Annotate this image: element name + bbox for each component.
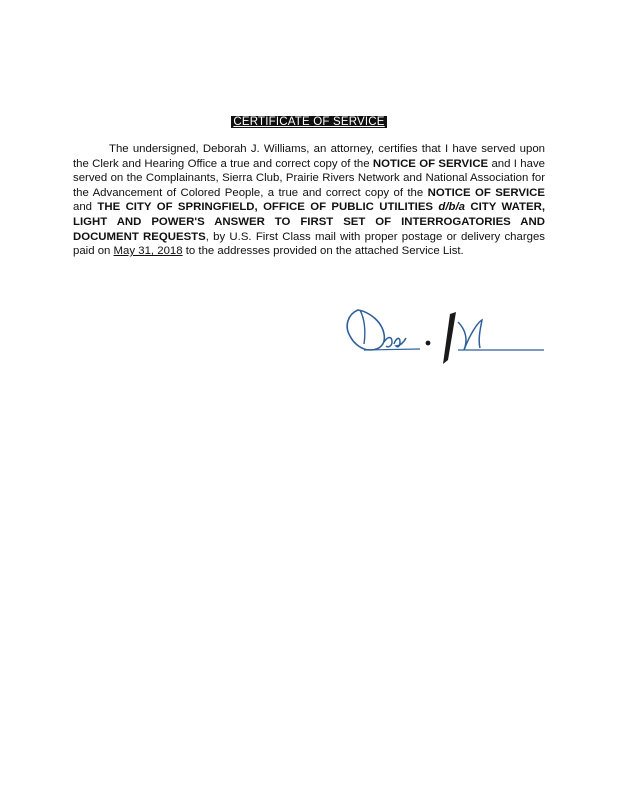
paragraph-bold-city-name: THE CITY OF SPRINGFIELD, OFFICE OF PUBLIC UTILITIES [97, 201, 439, 214]
paragraph-text-1: The undersigned, Deborah J. Williams, an attorney, certifies that I have served upon the Clerk and Hearing Office a true and correct copy of the [73, 143, 545, 170]
title-text: CERTIFICATE OF SERVICE [233, 116, 385, 128]
paragraph-bold-answer-title: CITY WATER, LIGHT AND POWER'S ANSWER TO FIRST SET OF INTERROGATORIES AND DOCUMENT REQUESTS [73, 201, 545, 243]
signature-stroke-flourish [458, 320, 482, 350]
paragraph-service-date: May 31, 2018 [113, 245, 183, 258]
paragraph-bold-notice-2: NOTICE OF SERVICE [427, 186, 545, 199]
paragraph-text-2: and I have served on the Complainants, Sierra Club, Prairie Rivers Network and National Association for the Advancement of Colored People, a true and correct copy of the [73, 157, 545, 199]
document-title [0, 115, 618, 129]
certificate-paragraph [73, 142, 545, 259]
paragraph-text-4: , by U.S. First Class mail with proper postage or delivery charges paid on [73, 230, 545, 258]
paragraph-text-5: to the addresses provided on the attached Service List. [182, 245, 464, 258]
signature-stroke-slash [443, 312, 456, 364]
paragraph-dba: d/b/a [438, 201, 466, 214]
signature-stroke-initial [347, 310, 384, 350]
signature-stroke-loop [360, 310, 365, 344]
paragraph-bold-notice-1: NOTICE OF SERVICE [372, 157, 489, 170]
signature-stroke-letters [384, 338, 406, 347]
paragraph-text-3: and [73, 201, 98, 214]
handwritten-signature [340, 300, 550, 370]
signature-dot [426, 341, 431, 346]
